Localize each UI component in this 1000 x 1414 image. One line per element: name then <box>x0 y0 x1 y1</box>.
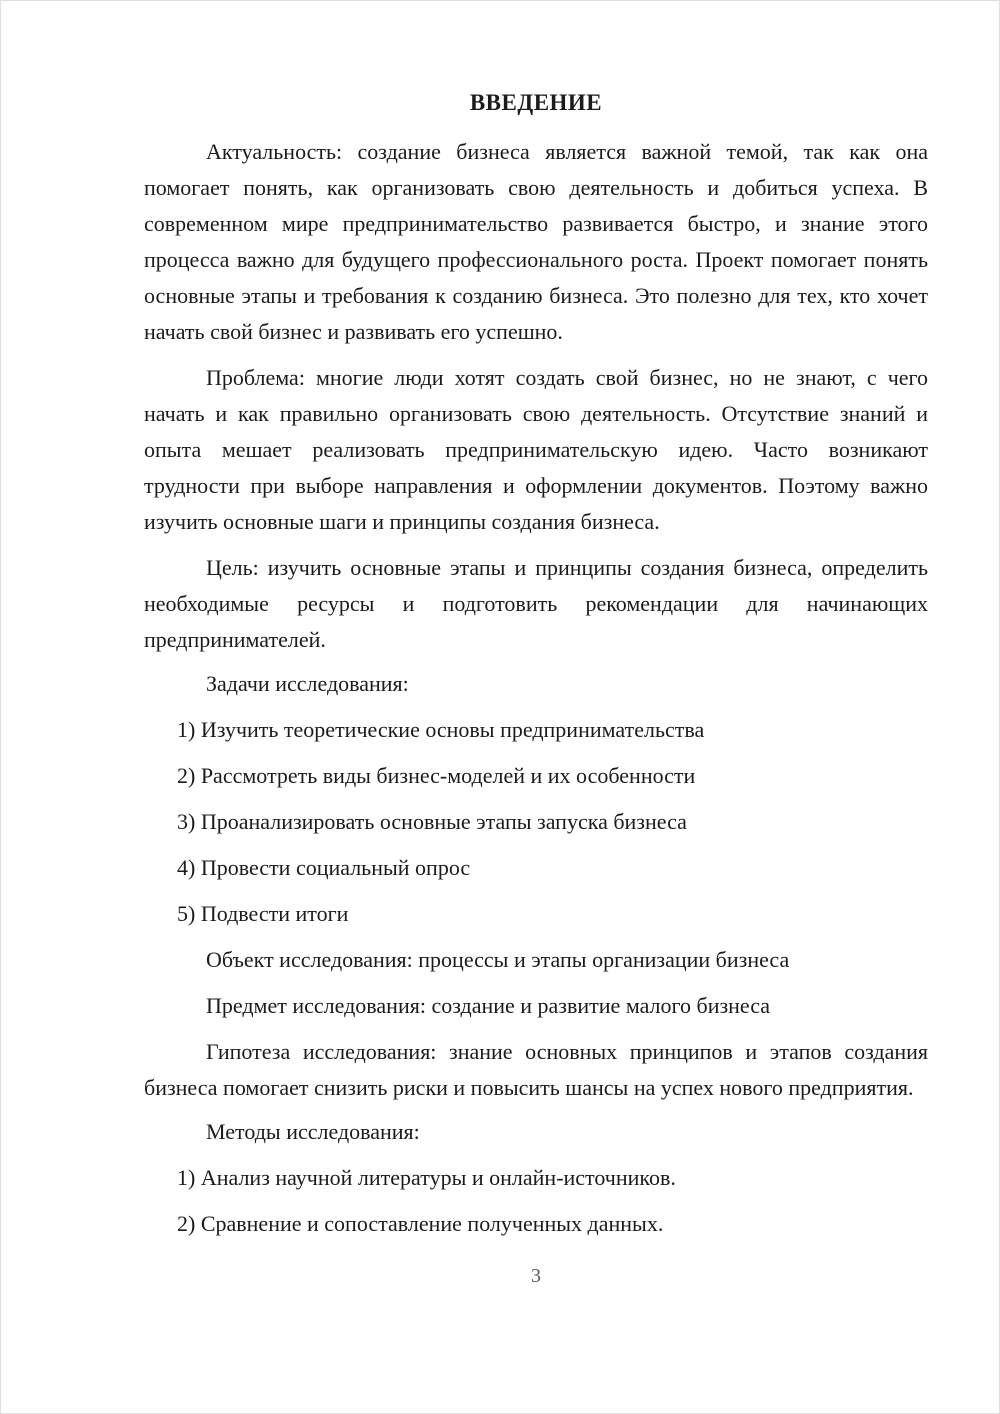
method-item-2: 2) Сравнение и сопоставление полученных данных. <box>177 1211 664 1236</box>
method-item-1: 1) Анализ научной литературы и онлайн-источников. <box>177 1165 676 1190</box>
methods-heading: Методы исследования: <box>206 1119 420 1144</box>
task-item-4: 4) Провести социальный опрос <box>177 855 471 880</box>
page-title: ВВЕДЕНИЕ <box>469 90 603 115</box>
task-item-3: 3) Проанализировать основные этапы запуска бизнеса <box>177 809 687 834</box>
object-line: Объект исследования: процессы и этапы организации бизнеса <box>206 947 790 972</box>
paragraph-problem: Проблема: многие люди хотят создать свой бизнес, но не знают, с чего начать и как правильно организовать свою деятельность. Отсутствие знаний и опыта мешает реализовать предпринимательскую идею. Часто возникают трудности при выборе направления и оформлении документов. Поэтому важно изучить основные шаги и принципы создания бизнеса. <box>144 365 928 534</box>
task-item-1: 1) Изучить теоретические основы предпринимательства <box>177 717 705 742</box>
task-item-5: 5) Подвести итоги <box>177 901 349 926</box>
page-number: 3 <box>531 1265 541 1287</box>
paragraph-goal: Цель: изучить основные этапы и принципы создания бизнеса, определить необходимые ресурсы и подготовить рекомендации для начинающих предпринимателей. <box>144 555 928 652</box>
paragraph-hypothesis: Гипотеза исследования: знание основных принципов и этапов создания бизнеса помогает снизить риски и повысить шансы на успех нового предприятия. <box>144 1039 928 1100</box>
tasks-heading: Задачи исследования: <box>206 671 409 696</box>
task-item-2: 2) Рассмотреть виды бизнес-моделей и их особенности <box>177 763 696 788</box>
paragraph-relevance: Актуальность: создание бизнеса является важной темой, так как она помогает понять, как организовать свою деятельность и добиться успеха. В современном мире предпринимательство развивается быстро, и знание этого процесса важно для будущего профессионального роста. Проект помогает понять основные этапы и требования к созданию бизнеса. Это полезно для тех, кто хочет начать свой бизнес и развивать его успешно. <box>144 139 928 344</box>
subject-line: Предмет исследования: создание и развитие малого бизнеса <box>206 993 771 1018</box>
